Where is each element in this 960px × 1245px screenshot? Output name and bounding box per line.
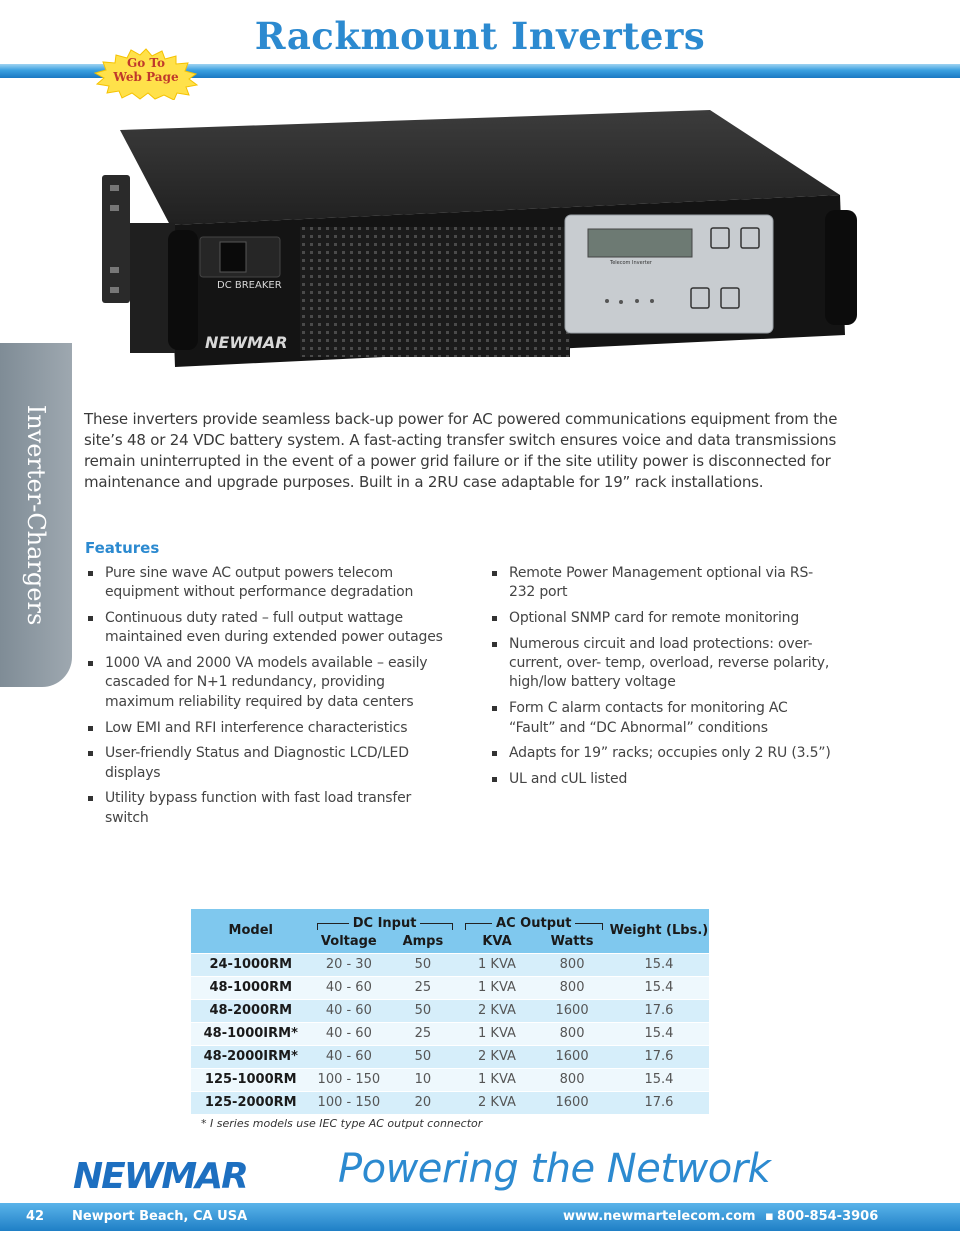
- bullet-icon: [88, 751, 93, 756]
- cell-amps: 50: [387, 1045, 459, 1068]
- dc-input-label: DC Input: [352, 916, 417, 931]
- bullet-icon: [88, 796, 93, 801]
- cell-kva: 1 KVA: [459, 976, 536, 999]
- feature-item: [88, 719, 443, 738]
- feature-item: [88, 789, 443, 828]
- feature-text: 1000 VA and 2000 VA models available – easily cascaded for N+1 redundancy, providing maximum reliability required by data centers: [105, 655, 428, 710]
- bullet-icon: [88, 571, 93, 576]
- cell-voltage: 100 - 150: [311, 1091, 388, 1114]
- bullet-icon: [492, 751, 497, 756]
- feature-text: Adapts for 19” racks; occupies only 2 RU (3.5”): [509, 745, 831, 762]
- go-to-web-page-badge[interactable]: [92, 48, 200, 100]
- cell-amps: 25: [387, 976, 459, 999]
- side-tab-label: Inverter-Chargers: [22, 404, 50, 626]
- cell-model: 48-1000IRM*: [191, 1022, 311, 1045]
- bullet-icon: [492, 706, 497, 711]
- website-link[interactable]: www.newmartelecom.com: [563, 1209, 756, 1224]
- col-header-weight: Weight (Lbs.): [609, 909, 709, 953]
- cell-voltage: 40 - 60: [311, 999, 388, 1022]
- cell-kva: 2 KVA: [459, 999, 536, 1022]
- cell-kva: 2 KVA: [459, 1091, 536, 1114]
- cell-amps: 50: [387, 999, 459, 1022]
- cell-watts: 800: [535, 1022, 609, 1045]
- table-row: [191, 1068, 709, 1091]
- table-row: [191, 1045, 709, 1068]
- newmar-logo: [73, 1154, 248, 1198]
- cell-weight: 15.4: [609, 953, 709, 976]
- feature-text: Continuous duty rated – full output wattage maintained even during extended power outages: [105, 610, 443, 646]
- cell-weight: 15.4: [609, 976, 709, 999]
- feature-item: [492, 770, 837, 789]
- features-heading: Features: [85, 539, 160, 557]
- cell-weight: 17.6: [609, 1091, 709, 1114]
- cell-kva: 1 KVA: [459, 1022, 536, 1045]
- page-number: 42: [26, 1209, 45, 1224]
- bullet-icon: [492, 777, 497, 782]
- table-row: [191, 976, 709, 999]
- col-group-dc-input: [311, 909, 459, 931]
- cell-voltage: 100 - 150: [311, 1068, 388, 1091]
- cell-amps: 50: [387, 953, 459, 976]
- col-header-kva: KVA: [459, 931, 536, 953]
- cell-voltage: 40 - 60: [311, 976, 388, 999]
- separator: ▪: [765, 1209, 774, 1224]
- phone-number: 800-854-3906: [777, 1209, 879, 1224]
- ac-output-label: AC Output: [496, 916, 572, 931]
- col-header-voltage: Voltage: [311, 931, 388, 953]
- bullet-icon: [88, 726, 93, 731]
- cell-kva: 2 KVA: [459, 1045, 536, 1068]
- cell-model: 48-1000RM: [191, 976, 311, 999]
- feature-text: Numerous circuit and load protections: over-current, over- temp, overload, reverse polarity, high/low battery voltage: [509, 635, 830, 691]
- cell-model: 48-2000IRM*: [191, 1045, 311, 1068]
- feature-item: [492, 744, 837, 763]
- slogan: Powering the Network: [338, 1146, 771, 1192]
- breaker-label: DC BREAKER: [217, 280, 282, 291]
- feature-item: [88, 564, 443, 603]
- cell-watts: 800: [535, 953, 609, 976]
- bullet-icon: [492, 616, 497, 621]
- bullet-icon: [88, 661, 93, 666]
- feature-text: Optional SNMP card for remote monitoring: [509, 610, 800, 627]
- cell-weight: 17.6: [609, 1045, 709, 1068]
- feature-text: Utility bypass function with fast load transfer switch: [105, 790, 412, 826]
- table-row: [191, 953, 709, 976]
- feature-text: Remote Power Management optional via RS-232 port: [509, 565, 813, 601]
- cell-weight: 15.4: [609, 1022, 709, 1045]
- feature-item: [492, 609, 837, 628]
- panel-label: Telecom Inverter: [610, 260, 652, 266]
- cell-weight: 17.6: [609, 999, 709, 1022]
- cell-watts: 800: [535, 1068, 609, 1091]
- feature-item: [492, 699, 837, 738]
- bullet-icon: [88, 616, 93, 621]
- cell-model: 125-1000RM: [191, 1068, 311, 1091]
- table-footnote: * I series models use IEC type AC output connector: [201, 1117, 483, 1130]
- feature-item: [492, 564, 837, 603]
- feature-text: Pure sine wave AC output powers telecom equipment without performance degradation: [105, 565, 414, 601]
- col-header-model: Model: [191, 909, 311, 953]
- cell-amps: 10: [387, 1068, 459, 1091]
- bullet-icon: [492, 642, 497, 647]
- cell-voltage: 40 - 60: [311, 1022, 388, 1045]
- cell-watts: 1600: [535, 1091, 609, 1114]
- features-list-right: [492, 564, 837, 796]
- logo-text: NEWMAR: [73, 1156, 247, 1197]
- cell-amps: 20: [387, 1091, 459, 1114]
- cell-weight: 15.4: [609, 1068, 709, 1091]
- features-list-left: [88, 564, 443, 835]
- feature-text: User-friendly Status and Diagnostic LCD/LED displays: [105, 745, 409, 781]
- feature-item: [88, 609, 443, 648]
- col-header-amps: Amps: [387, 931, 459, 953]
- footer-bar: [0, 1203, 960, 1231]
- table-row: [191, 1022, 709, 1045]
- cell-watts: 1600: [535, 999, 609, 1022]
- cell-voltage: 20 - 30: [311, 953, 388, 976]
- cell-model: 125-2000RM: [191, 1091, 311, 1114]
- product-photo: [100, 105, 865, 370]
- cell-model: 24-1000RM: [191, 953, 311, 976]
- page-title: Rackmount Inverters: [254, 14, 706, 58]
- feature-text: Form C alarm contacts for monitoring AC “Fault” and “DC Abnormal” conditions: [509, 700, 788, 736]
- cell-voltage: 40 - 60: [311, 1045, 388, 1068]
- badge-line-2: Web Page: [113, 70, 179, 84]
- bullet-icon: [492, 571, 497, 576]
- section-side-tab: [0, 343, 72, 687]
- cell-amps: 25: [387, 1022, 459, 1045]
- feature-item: [88, 744, 443, 783]
- location: Newport Beach, CA USA: [72, 1209, 248, 1224]
- intro-paragraph: These inverters provide seamless back-up power for AC powered communications equipment from the site’s 48 or 24 VDC battery system. A fast-acting transfer switch ensures voice and data transmissions remain uninterrupted in the event of a power grid failure or if the site utility power is disconnected for maintenance and upgrade purposes. Built in a 2RU case adaptable for 19” rack installations.: [84, 410, 838, 491]
- col-group-ac-output: [459, 909, 609, 931]
- cell-kva: 1 KVA: [459, 1068, 536, 1091]
- col-header-watts: Watts: [535, 931, 609, 953]
- badge-line-1: Go To: [127, 56, 165, 70]
- cell-watts: 800: [535, 976, 609, 999]
- spec-table: [191, 909, 709, 1114]
- table-row: [191, 1091, 709, 1114]
- table-row: [191, 999, 709, 1022]
- cell-model: 48-2000RM: [191, 999, 311, 1022]
- feature-item: [88, 654, 443, 712]
- cell-kva: 1 KVA: [459, 953, 536, 976]
- feature-item: [492, 635, 837, 693]
- feature-text: UL and cUL listed: [509, 771, 628, 788]
- cell-watts: 1600: [535, 1045, 609, 1068]
- feature-text: Low EMI and RFI interference characteristics: [105, 719, 408, 736]
- product-brand-mark: NEWMAR: [205, 333, 288, 352]
- badge-label: [92, 56, 200, 84]
